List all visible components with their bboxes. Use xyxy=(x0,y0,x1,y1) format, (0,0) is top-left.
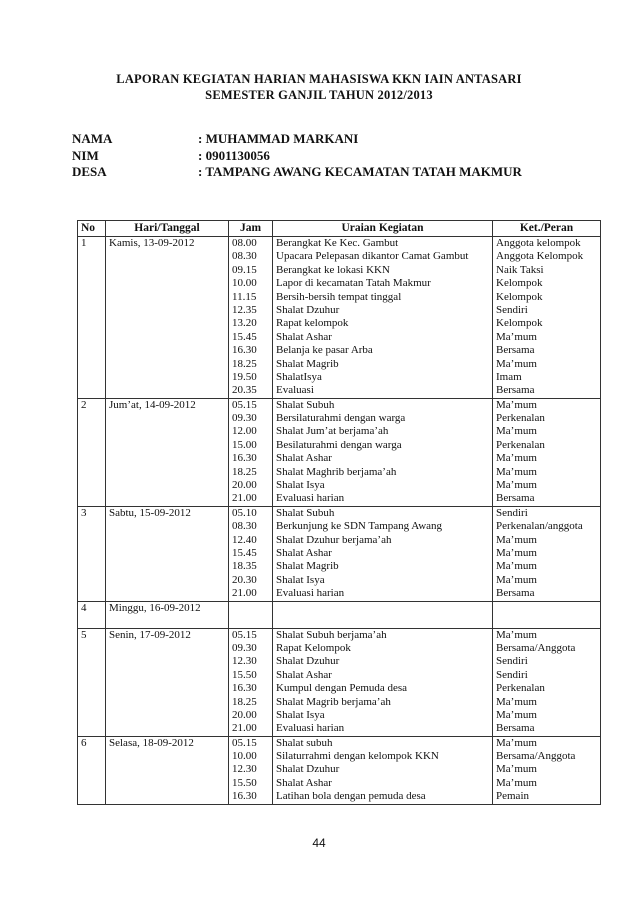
cell-jam: 09.30 xyxy=(232,412,257,425)
cell-ket: Sendiri xyxy=(496,506,528,519)
cell-ket: Ma’mum xyxy=(496,736,537,749)
row-uraian xyxy=(273,736,493,804)
table-body xyxy=(78,237,601,805)
cell-jam: 16.30 xyxy=(232,682,257,695)
cell-ket: Perkenalan xyxy=(496,412,545,425)
cell-jam: 08.30 xyxy=(232,520,257,533)
cell-jam: 05.15 xyxy=(232,398,257,411)
cell-ket: Bersama xyxy=(496,492,535,505)
cell-uraian: Shalat subuh xyxy=(276,736,333,749)
cell-jam: 20.35 xyxy=(232,384,257,397)
row-no: 2 xyxy=(78,398,106,506)
cell-uraian: Shalat Magrib xyxy=(276,357,339,370)
cell-ket: Bersama xyxy=(496,384,535,397)
cell-jam: 08.00 xyxy=(232,237,257,249)
cell-ket: Ma’mum xyxy=(496,465,537,478)
meta-key: NAMA xyxy=(72,131,113,146)
cell-jam: 05.15 xyxy=(232,736,257,749)
cell-uraian: Evaluasi xyxy=(276,384,314,397)
cell-ket: Ma’mum xyxy=(496,479,537,492)
cell-ket: Anggota Kelompok xyxy=(496,250,584,263)
cell-uraian: Lapor di kecamatan Tatah Makmur xyxy=(276,277,431,290)
cell-uraian: Besilaturahmi dengan warga xyxy=(276,438,402,451)
cell-ket: Ma’mum xyxy=(496,763,537,776)
cell-ket: Ma’mum xyxy=(496,708,537,721)
cell-ket: Ma’mum xyxy=(496,357,537,370)
cell-jam: 13.20 xyxy=(232,317,257,330)
cell-ket: Ma’mum xyxy=(496,398,537,411)
cell-jam: 18.25 xyxy=(232,465,257,478)
cell-ket: Ma’mum xyxy=(496,776,537,789)
cell-ket: Perkenalan xyxy=(496,682,545,695)
row-no: 6 xyxy=(78,736,106,804)
cell-ket: Ma’mum xyxy=(496,330,537,343)
cell-jam: 19.50 xyxy=(232,370,257,383)
cell-jam: 08.30 xyxy=(232,250,257,263)
cell-uraian: Shalat Ashar xyxy=(276,668,332,681)
row-ket xyxy=(493,398,601,506)
row-uraian xyxy=(273,601,493,628)
cell-jam: 11.15 xyxy=(232,290,257,303)
cell-uraian: Shalat Ashar xyxy=(276,452,332,465)
row-ket xyxy=(493,628,601,736)
cell-jam: 12.30 xyxy=(232,655,257,668)
row-day: Minggu, 16-09-2012 xyxy=(106,601,229,628)
cell-ket: Ma’mum xyxy=(496,452,537,465)
row-jam xyxy=(229,237,273,399)
table-header-row xyxy=(78,221,601,237)
row-no: 1 xyxy=(78,237,106,399)
meta-value: : 0901130056 xyxy=(198,148,270,163)
row-uraian xyxy=(273,398,493,506)
cell-ket: Ma’mum xyxy=(496,533,537,546)
table-row xyxy=(78,398,601,506)
cell-ket: Imam xyxy=(496,370,522,383)
cell-uraian: Shalat Jum’at berjama’ah xyxy=(276,425,389,438)
cell-uraian: Berkunjung ke SDN Tampang Awang xyxy=(276,520,443,533)
row-ket xyxy=(493,237,601,399)
row-day: Selasa, 18-09-2012 xyxy=(106,736,229,804)
cell-ket: Ma’mum xyxy=(496,425,537,438)
cell-jam: 15.45 xyxy=(232,330,257,343)
table-row xyxy=(78,736,601,804)
cell-jam: 05.15 xyxy=(232,628,257,641)
report-title: LAPORAN KEGIATAN HARIAN MAHASISWA KKN IAIN ANTASARI xyxy=(116,72,522,86)
cell-jam: 12.40 xyxy=(232,533,257,546)
cell-jam: 20.00 xyxy=(232,708,257,721)
cell-uraian: Rapat kelompok xyxy=(276,317,349,330)
cell-jam: 21.00 xyxy=(232,722,257,735)
meta-value: : MUHAMMAD MARKANI xyxy=(198,131,359,146)
cell-uraian: Rapat Kelompok xyxy=(276,641,351,654)
cell-ket: Sendiri xyxy=(496,303,528,316)
empty-cell xyxy=(276,602,489,615)
cell-ket: Bersama xyxy=(496,344,535,357)
cell-ket: Bersama/Anggota xyxy=(496,750,576,763)
cell-ket: Ma’mum xyxy=(496,695,537,708)
cell-uraian: Evaluasi harian xyxy=(276,722,345,735)
cell-jam: 12.00 xyxy=(232,425,257,438)
report-subtitle: SEMESTER GANJIL TAHUN 2012/2013 xyxy=(205,88,433,102)
cell-uraian: Shalat Dzuhur xyxy=(276,763,340,776)
row-jam xyxy=(229,506,273,601)
cell-ket: Ma’mum xyxy=(496,546,537,559)
meta-key: NIM xyxy=(72,148,99,163)
activity-table xyxy=(77,220,601,805)
cell-jam: 10.00 xyxy=(232,277,257,290)
cell-uraian: Shalat Ashar xyxy=(276,776,332,789)
cell-ket: Ma’mum xyxy=(496,573,537,586)
cell-ket: Bersama xyxy=(496,587,535,600)
header-no: No xyxy=(78,221,106,237)
cell-ket: Perkenalan xyxy=(496,438,545,451)
cell-uraian: Bersih-bersih tempat tinggal xyxy=(276,290,402,303)
cell-ket: Kelompok xyxy=(496,317,543,330)
header-day: Hari/Tanggal xyxy=(106,221,229,237)
cell-jam: 20.30 xyxy=(232,573,257,586)
cell-uraian: Shalat Dzuhur berjama’ah xyxy=(276,533,392,546)
cell-uraian: Shalat Dzuhur xyxy=(276,655,340,668)
cell-uraian: Kumpul dengan Pemuda desa xyxy=(276,682,408,695)
cell-uraian: Shalat Magrib berjama’ah xyxy=(276,695,391,708)
cell-uraian: Shalat Subuh xyxy=(276,398,335,411)
table-row xyxy=(78,506,601,601)
cell-jam: 10.00 xyxy=(232,750,257,763)
cell-uraian: Bersilaturahmi dengan warga xyxy=(276,412,406,425)
cell-uraian: Shalat Maghrib berjama’ah xyxy=(276,465,397,478)
cell-ket: Sendiri xyxy=(496,655,528,668)
row-day: Sabtu, 15-09-2012 xyxy=(106,506,229,601)
cell-ket: Sendiri xyxy=(496,668,528,681)
page-number: 44 xyxy=(312,836,326,850)
cell-uraian: Shalat Isya xyxy=(276,573,325,586)
cell-uraian: Shalat Ashar xyxy=(276,546,332,559)
cell-jam: 16.30 xyxy=(232,790,257,803)
cell-jam: 09.15 xyxy=(232,263,257,276)
row-no: 4 xyxy=(78,601,106,628)
cell-ket: Pemain xyxy=(496,790,529,803)
row-uraian xyxy=(273,237,493,399)
cell-ket: Bersama/Anggota xyxy=(496,641,576,654)
cell-jam: 16.30 xyxy=(232,452,257,465)
header-jam: Jam xyxy=(229,221,273,237)
row-ket xyxy=(493,601,601,628)
cell-uraian: Berangkat ke lokasi KKN xyxy=(276,263,390,276)
cell-uraian: Shalat Isya xyxy=(276,479,325,492)
row-ket xyxy=(493,506,601,601)
cell-jam: 18.35 xyxy=(232,560,257,573)
row-jam xyxy=(229,628,273,736)
cell-ket: Bersama xyxy=(496,722,535,735)
row-jam xyxy=(229,398,273,506)
cell-jam: 15.45 xyxy=(232,546,257,559)
meta-key: DESA xyxy=(72,164,107,179)
cell-uraian: Silaturrahmi dengan kelompok KKN xyxy=(276,750,439,763)
cell-jam: 21.00 xyxy=(232,492,257,505)
cell-ket: Naik Taksi xyxy=(496,263,544,276)
empty-cell xyxy=(496,602,597,615)
table-row xyxy=(78,601,601,628)
row-day: Kamis, 13-09-2012 xyxy=(106,237,229,399)
cell-jam: 15.50 xyxy=(232,776,257,789)
meta-value: : TAMPANG AWANG KECAMATAN TATAH MAKMUR xyxy=(198,164,522,179)
cell-uraian: Shalat Subuh berjama’ah xyxy=(276,628,387,641)
cell-jam: 18.25 xyxy=(232,695,257,708)
row-ket xyxy=(493,736,601,804)
cell-jam: 05.10 xyxy=(232,506,257,519)
empty-cell xyxy=(232,602,269,615)
cell-jam: 09.30 xyxy=(232,641,257,654)
cell-ket: Ma’mum xyxy=(496,560,537,573)
cell-jam: 15.50 xyxy=(232,668,257,681)
cell-uraian: Shalat Subuh xyxy=(276,506,335,519)
header-uraian: Uraian Kegiatan xyxy=(273,221,493,237)
table-row xyxy=(78,628,601,736)
cell-uraian: Latihan bola dengan pemuda desa xyxy=(276,790,426,803)
cell-jam: 18.25 xyxy=(232,357,257,370)
table-row xyxy=(78,237,601,399)
cell-uraian: Belanja ke pasar Arba xyxy=(276,344,373,357)
cell-ket: Kelompok xyxy=(496,290,543,303)
cell-uraian: Shalat Magrib xyxy=(276,560,339,573)
cell-uraian: Shalat Ashar xyxy=(276,330,332,343)
cell-uraian: Evaluasi harian xyxy=(276,587,345,600)
cell-jam: 20.00 xyxy=(232,479,257,492)
cell-ket: Kelompok xyxy=(496,277,543,290)
cell-uraian: ShalatIsya xyxy=(276,370,322,383)
row-uraian xyxy=(273,628,493,736)
header-ket: Ket./Peran xyxy=(493,221,601,237)
row-jam xyxy=(229,601,273,628)
cell-uraian: Evaluasi harian xyxy=(276,492,345,505)
cell-uraian: Berangkat Ke Kec. Gambut xyxy=(276,237,399,249)
row-day: Senin, 17-09-2012 xyxy=(106,628,229,736)
row-jam xyxy=(229,736,273,804)
cell-jam: 21.00 xyxy=(232,587,257,600)
row-day: Jum’at, 14-09-2012 xyxy=(106,398,229,506)
cell-jam: 15.00 xyxy=(232,438,257,451)
cell-ket: Anggota kelompok xyxy=(496,237,581,249)
row-uraian xyxy=(273,506,493,601)
cell-uraian: Shalat Isya xyxy=(276,708,325,721)
cell-uraian: Shalat Dzuhur xyxy=(276,303,340,316)
cell-jam: 12.30 xyxy=(232,763,257,776)
cell-jam: 12.35 xyxy=(232,303,257,316)
cell-uraian: Upacara Pelepasan dikantor Camat Gambut xyxy=(276,250,469,263)
cell-ket: Ma’mum xyxy=(496,628,537,641)
cell-ket: Perkenalan/anggota xyxy=(496,520,583,533)
row-no: 3 xyxy=(78,506,106,601)
cell-jam: 16.30 xyxy=(232,344,257,357)
row-no: 5 xyxy=(78,628,106,736)
